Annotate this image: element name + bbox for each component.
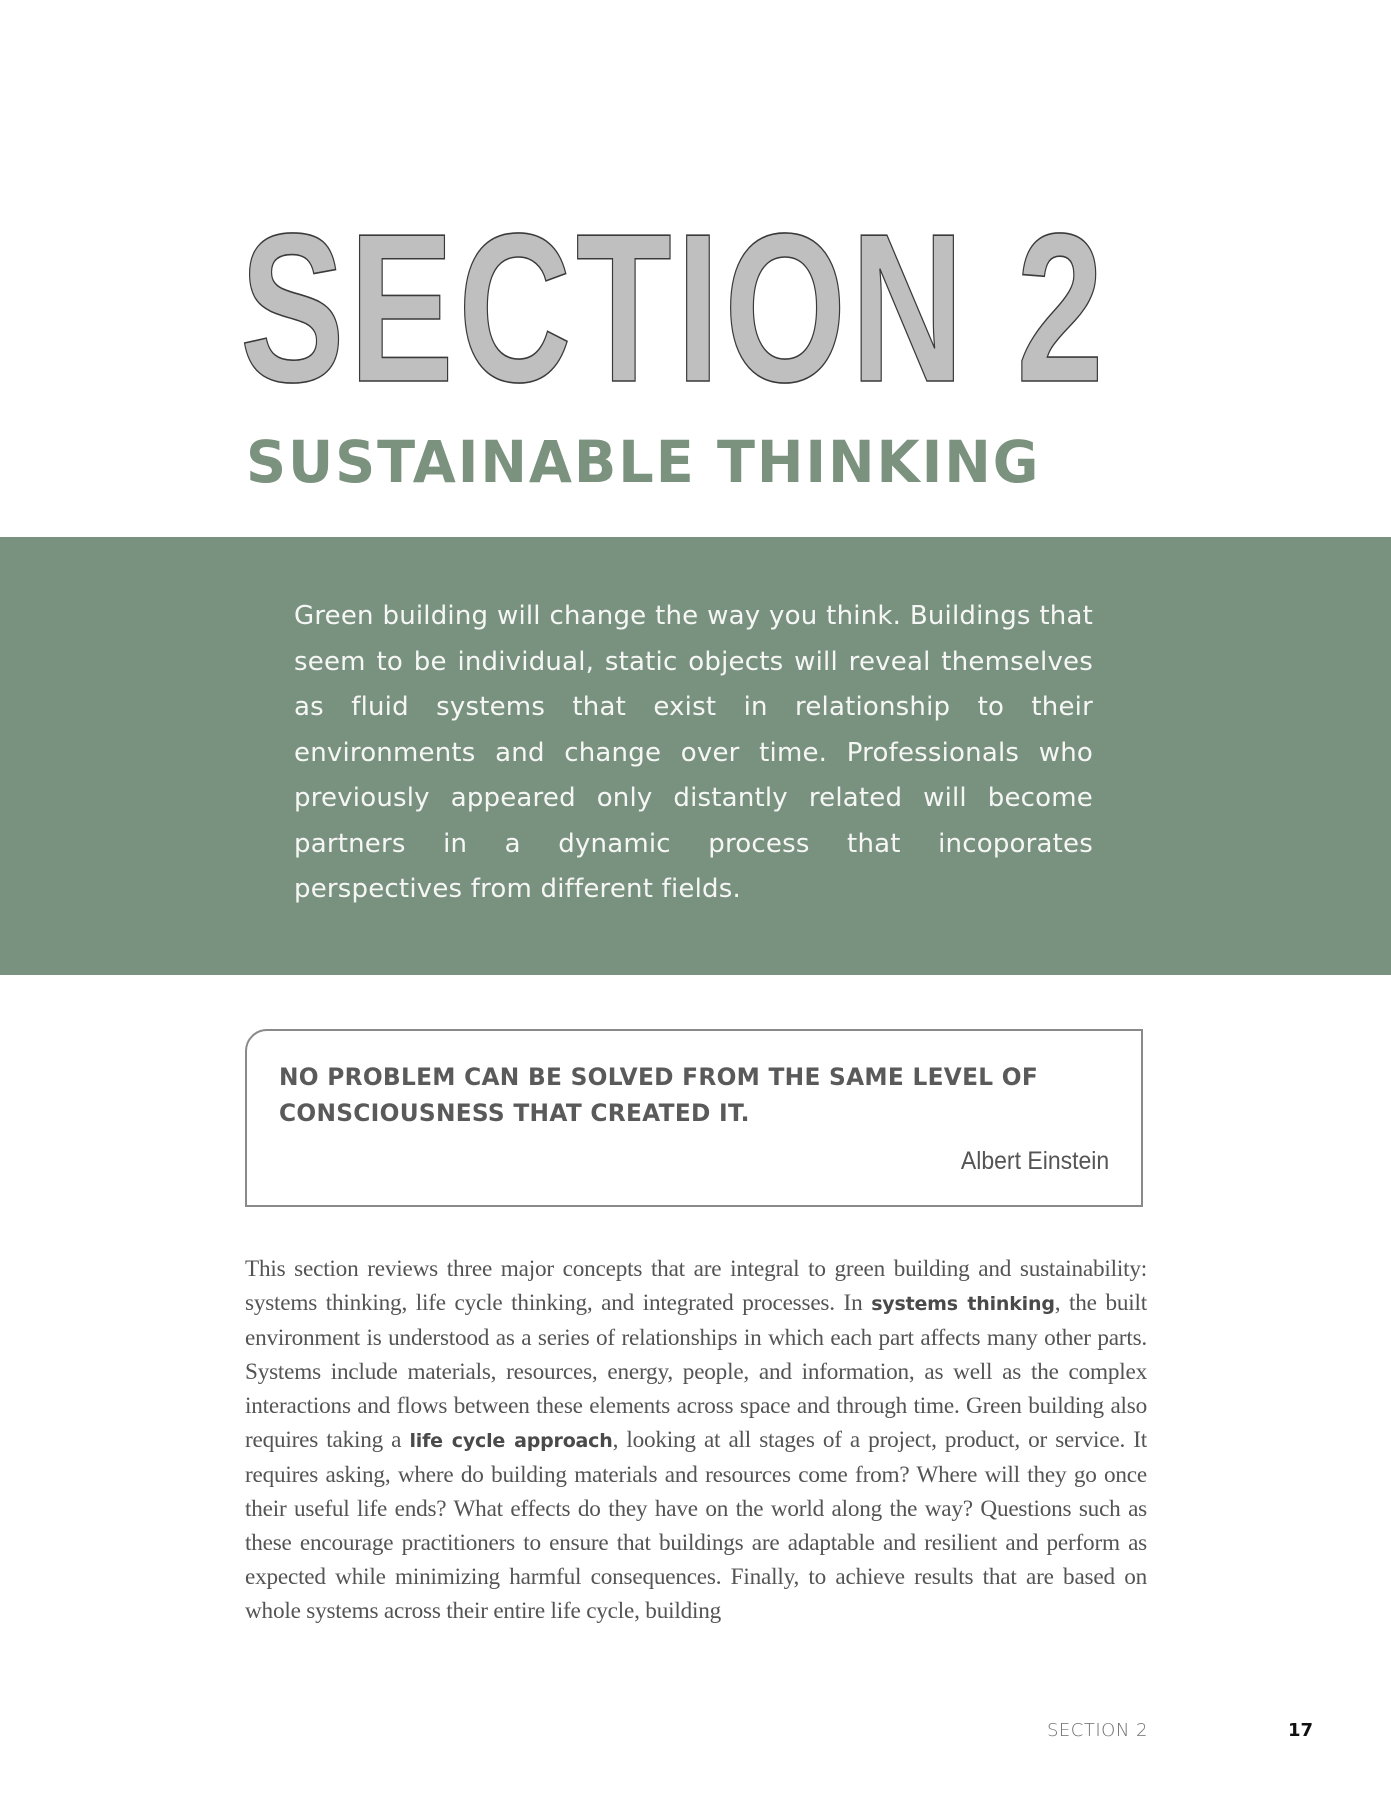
section-number-heading: SECTION 2 xyxy=(240,189,1109,426)
section-title: SUSTAINABLE THINKING xyxy=(246,428,1041,496)
quote-text: NO PROBLEM CAN BE SOLVED FROM THE SAME LEVEL OF CONSCIOUSNESS THAT CREATED IT. xyxy=(279,1063,1039,1127)
page-number: 17 xyxy=(1288,1720,1314,1741)
intro-paragraph: Green building will change the way you think. Buildings that seem to be individual, static objects will reveal themselves as fluid systems that exist in relationship to their environments and change over time. Professionals who previously appeared only distantly related will become partners in a dynamic process that incoporates perspectives from different fields. xyxy=(294,601,1093,904)
quote-author: Albert Einstein xyxy=(960,1147,1109,1175)
body-text-part-3: , looking at all stages of a project, product, or service. It requires asking, where do building materials and resources come from? Where will they go once their useful life ends? What effects do they have on the world along the way? Questions such as these encourage practitioners to ensure that buildings are adaptable and resilient and perform as expected while minimizing harmful consequences. Finally, to achieve results that are based on whole systems across their entire life cycle, building xyxy=(245,1427,1147,1624)
term-life-cycle-approach: life cycle approach xyxy=(409,1430,613,1452)
body-text-part-2: , the built environment is understood as a series of relationships in which each part affects many other parts. Systems include materials, resources, energy, people, and information, as well as the complex interactions and flows between these elements across space and through time. Green building also requires taking a xyxy=(245,1290,1147,1453)
footer-section-label: SECTION 2 xyxy=(1047,1720,1148,1741)
term-systems-thinking: systems thinking xyxy=(871,1293,1055,1315)
body-text-part-1: This section reviews three major concepts that are integral to green building and sustainability: systems thinking, life cycle thinking, and integrated processes. In xyxy=(245,1256,1147,1316)
quote-box xyxy=(245,1029,1143,1207)
body-paragraph xyxy=(245,1252,1147,1628)
